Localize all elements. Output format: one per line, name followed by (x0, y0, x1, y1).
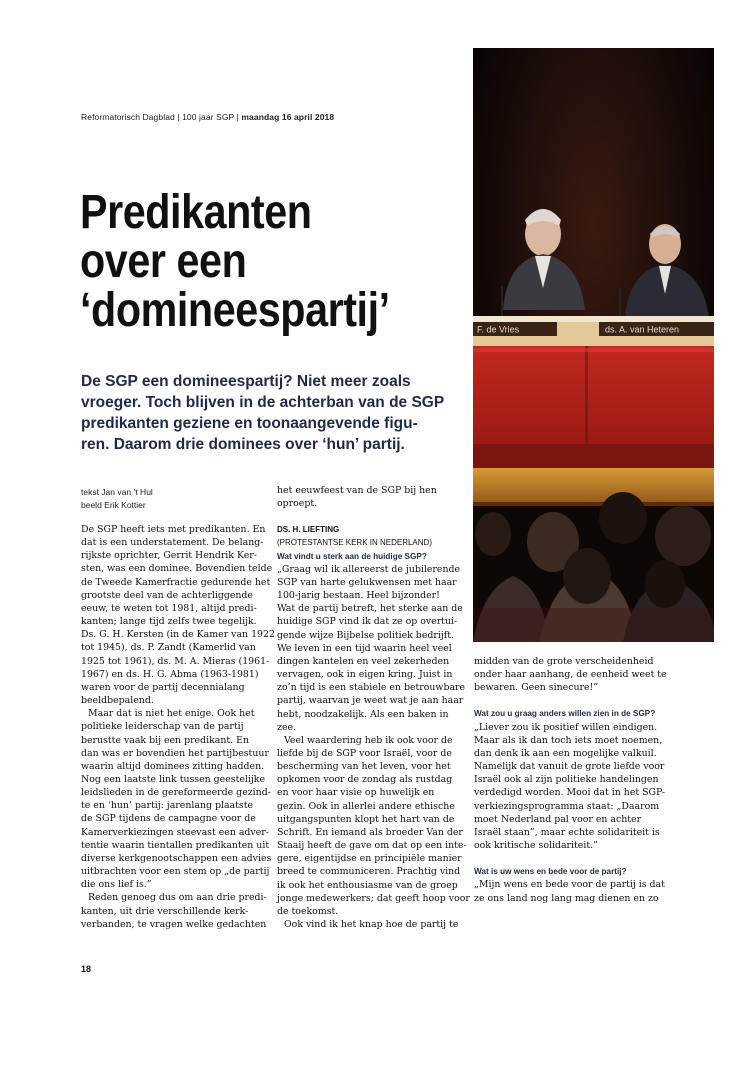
text-line: tot 1945), ds. P. Zandt (Kamerlid van (81, 642, 256, 654)
text-line: Israël staan”, maar echte solidariteit is (474, 826, 660, 838)
text-line: Kamerverkiezingen steevast een adver- (81, 826, 269, 838)
text-line: huidige SGP vind ik dat ze op overtui- (277, 616, 458, 628)
text-line: ik ook het enthousiasme van de groep (277, 879, 458, 891)
text-line: zo’n tijd is een stabiele en betrouwbare (277, 682, 466, 694)
text-line: kanten; lange tijd zelfs twee tegelijk. (81, 616, 257, 628)
lead-line: De SGP een domineespartij? Niet meer zoals (81, 373, 411, 390)
text-line: het eeuwfeest van de SGP bij hen (277, 485, 437, 496)
text-line: verbanden, te vragen welke gedachten (81, 918, 267, 930)
column-2 (277, 484, 470, 931)
text-line: Wat de partij betreft, het sterke aan de (277, 603, 463, 615)
text-line: liefde bij de SGP voor Israël, voor de (277, 747, 452, 759)
title-line: ‘domineespartij’ (80, 284, 390, 337)
text-line: vervagen, ook in eigen kring. Juist in (277, 669, 453, 681)
section-subheading: (PROTESTANTSE KERK IN NEDERLAND) (277, 538, 432, 548)
section-heading: DS. H. LIEFTING (277, 525, 340, 535)
photo-credit: beeld Erik Kottier (81, 500, 146, 510)
text-line: waarin altijd dominees zitting hadden. (81, 760, 265, 772)
article-photo (473, 48, 714, 642)
text-line: de SGP tijdens de campagne voor de (81, 813, 256, 825)
text-line: kanten, uit drie verschillende kerk- (81, 905, 249, 917)
page-number: 18 (81, 964, 92, 974)
text-line: de toekomst. (277, 905, 339, 917)
text-line: Staaij heeft de gave om dat op een inte- (277, 840, 467, 852)
text-line: moet Nederland pal voor en achter (474, 813, 642, 825)
text-line: ze ons land nog lang mag dienen en zo (474, 892, 659, 904)
issue-date: maandag 16 april 2018 (241, 112, 335, 122)
text-line: Nog een laatste link tussen geestelijke (81, 773, 266, 785)
text-line: Reden genoeg dus om aan drie predi- (88, 892, 267, 904)
column-1 (81, 523, 275, 931)
publication-label: Reformatorisch Dagblad | 100 jaar SGP | (81, 112, 242, 122)
text-line: 100-jarig bestaan. Heel bijzonder! (277, 590, 440, 602)
title-line: Predikanten (80, 186, 312, 239)
text-line: Namelijk dat vanuit de grote liefde voor (474, 761, 665, 773)
text-line: Israël ook al zijn politieke handelingen (474, 774, 659, 786)
text-line: bewaren. Geen sinecure!” (474, 682, 599, 694)
text-line: Ds. G. H. Kersten (in de Kamer van 1922 (81, 629, 275, 641)
text-line: dan denk ik aan een mogelijke valkuil. (474, 747, 657, 759)
question-heading: Wat vindt u sterk aan de huidige SGP? (277, 551, 427, 561)
text-line: oproept. (277, 498, 318, 510)
text-line: „Graag wil ik allereerst de jubilerende (277, 563, 461, 575)
running-header (81, 112, 334, 122)
text-line: We leven in een tijd waarin heel veel (277, 642, 452, 654)
text-line: Schrift. En iemand als broeder Van der (277, 826, 463, 838)
text-line: verkiezingsprogramma staat: „Daarom (474, 800, 660, 812)
text-line: rijkste oprichter, Gerrit Hendrik Ker- (81, 550, 257, 562)
text-line: uitgangspunten klopt het hart van de (277, 813, 455, 825)
text-line: leidslieden in de gereformeerde gezind- (81, 787, 271, 799)
text-line: eeuw, te weten tot 1981, altijd predi- (81, 602, 257, 614)
text-line: en voor haar visie op huwelijk en (277, 787, 435, 799)
text-line: grootste deel van de achterliggende (81, 589, 253, 601)
question-heading: Wat zou u graag anders willen zien in de SGP? (474, 709, 656, 719)
text-line: ook kritische solidariteit.” (474, 840, 598, 852)
text-line: partij, waarvan je weet wat je aan haar (277, 695, 464, 707)
text-line: de Tweede Kamerfractie gedurende het (81, 576, 271, 588)
text-line: tentie waarin tientallen predikanten uit (81, 839, 270, 851)
text-line: jonge medewerkers; dat geeft hoop voor (277, 892, 470, 904)
text-line: waren voor de partij decennialang (81, 681, 245, 693)
text-line: bescherming van het leven, voor het (277, 761, 451, 773)
photo-illustration (473, 48, 714, 642)
text-line: 1925 tot 1961), ds. M. A. Mieras (1961- (81, 655, 270, 667)
text-line: De SGP heeft iets met predikanten. En (81, 524, 266, 535)
author-credit: tekst Jan van ’t Hul (81, 487, 153, 497)
text-line: SGP van harte gelukwensen met haar (277, 576, 457, 588)
text-line: dat is een understatement. De belang- (81, 537, 264, 549)
text-line: uitbrachten voor een stem op „de partij (81, 866, 270, 878)
text-line: beeldbepalend. (81, 695, 154, 707)
text-line: breed te communiceren. Prachtig vind (277, 866, 461, 878)
text-line: verdedigd worden. Mooi dat in het SGP- (474, 787, 665, 799)
text-line: gende wijze Bijbelse politiek bedrijft. (277, 629, 454, 641)
column-3 (474, 655, 667, 905)
text-line: politieke leiderschap van de partij (81, 721, 244, 733)
audience (473, 492, 714, 642)
title-line: over een (80, 235, 247, 288)
nameplate-right-text: ds. A. van Heteren (605, 324, 680, 335)
credits (81, 486, 153, 512)
text-line: Maar als ik dan toch iets moet noemen, (474, 734, 663, 746)
text-line: te en ‘hun’ partij: jarenlang plaatste (81, 800, 254, 812)
text-line: diverse kerkgenootschappen een advies (81, 852, 272, 864)
lead-paragraph (81, 371, 461, 455)
nameplate-right (599, 322, 714, 336)
text-line: gezin. Ook in allerlei andere ethische (277, 800, 455, 812)
text-line: gere, eigentijdse en principiële manier (277, 853, 462, 865)
text-line: hebt, noodzakelijk. Als een baken in (277, 708, 449, 720)
text-line: zee. (277, 721, 297, 733)
text-line: 1967) en ds. H. G. Abma (1963-1981) (81, 668, 259, 680)
article-title (80, 188, 407, 335)
text-line: onder haar aanhang, de eenheid weet te (474, 669, 667, 681)
text-line: die ons lief is.” (81, 879, 152, 891)
text-line: „Liever zou ik positief willen eindigen. (474, 721, 658, 733)
text-line: midden van de grote verscheidenheid (474, 656, 654, 667)
nameplate-left (473, 322, 557, 336)
nameplate-left-text: F. de Vries (477, 324, 520, 335)
text-line: Veel waardering heb ik ook voor de (284, 734, 453, 746)
text-line: dingen kantelen en veel zekerheden (277, 655, 450, 667)
text-line: „Mijn wens en bede voor de partij is dat (474, 879, 665, 891)
text-line: Ook vind ik het knap hoe de partij te (284, 919, 459, 930)
text-line: Maar dat is niet het enige. Ook het (88, 708, 255, 720)
text-line: opkomen voor de zondag als rustdag (277, 774, 453, 786)
text-line: berustte vaak bij een predikant. En (81, 734, 250, 746)
text-line: sten, was een dominee. Bovendien telde (81, 563, 273, 575)
question-heading: Wat is uw wens en bede voor de partij? (474, 867, 627, 877)
lead-line: ren. Daarom drie dominees over ‘hun’ partij. (81, 436, 405, 453)
lead-line: vroeger. Toch blijven in de achterban van de SGP (81, 394, 445, 411)
text-line: dan was er bovendien het partijbestuur (81, 747, 269, 759)
lead-line: predikanten geziene en toonaangevende figu- (81, 415, 418, 432)
